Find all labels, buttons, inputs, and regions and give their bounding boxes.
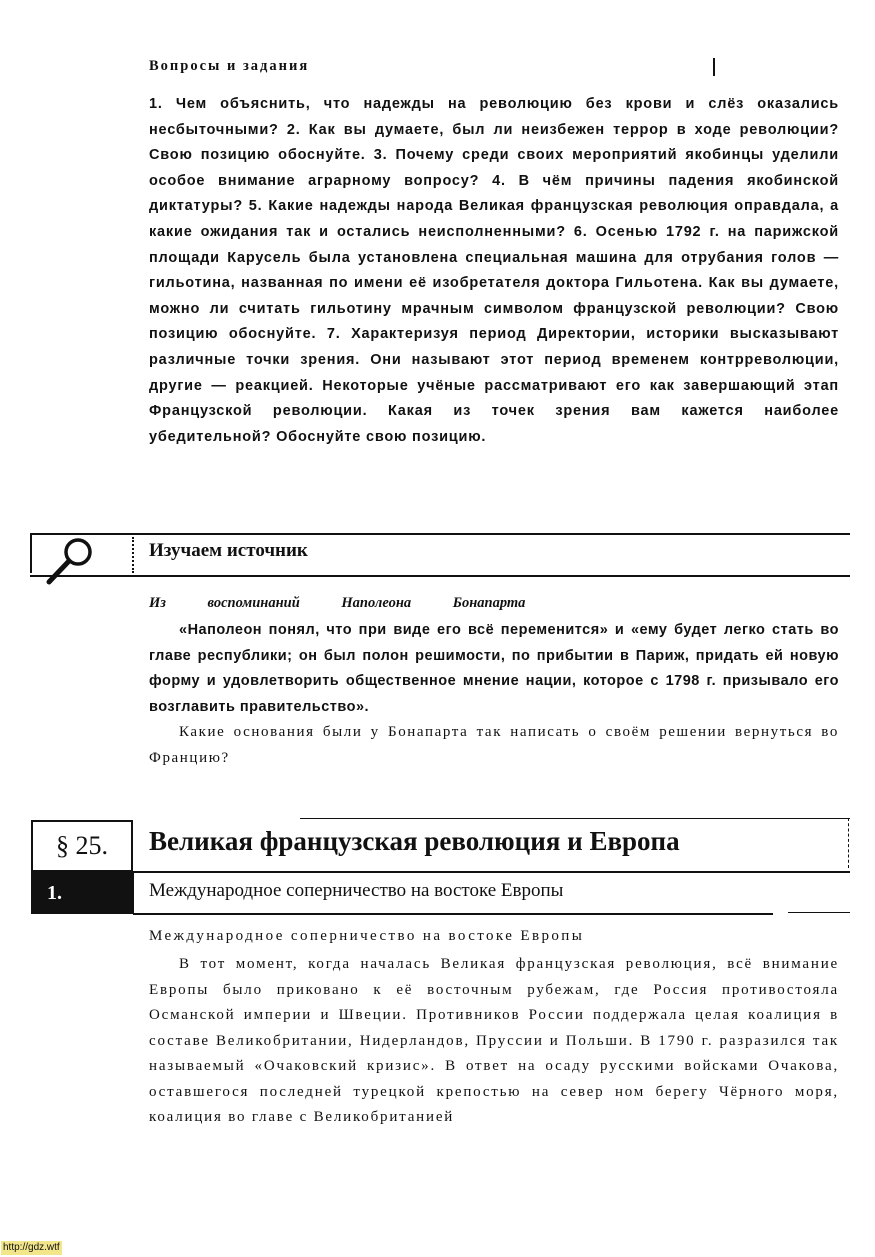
- source-question: Какие основания были у Бонапарта так написать о своём решении вернуться во Францию?: [149, 724, 839, 766]
- chapter-right-rule: [848, 818, 849, 868]
- margin-mark: [713, 58, 715, 76]
- chapter-number: § 25.: [31, 820, 133, 872]
- source-divider: [132, 537, 134, 573]
- chapter-title: Великая французская революция и Европа: [149, 826, 680, 856]
- section-title: Международное соперничество на востоке Европы: [149, 880, 564, 901]
- section-divider: [133, 872, 134, 914]
- section-bottom-rule: [133, 913, 773, 915]
- section-number: 1.: [31, 872, 133, 914]
- chapter-mid-rule: [133, 871, 850, 873]
- questions-heading: Вопросы и задания: [149, 58, 310, 74]
- source-quote: «Наполеон понял, что при виде его всё переменится» и «ему будет легко стать во главе республики; он был полон решимости, по прибытии в Париж, придать ей новую форму и удовлетворить общественное мнение нации, которое с 1798 г. призывало его возглавить правительство».: [149, 622, 839, 715]
- questions-text: 1. Чем объяснить, что надежды на революцию без крови и слёз оказались несбыточными? 2. Как вы думаете, был ли неизбежен террор в ходе революции? Свою позицию обоснуйте. 3. Почему среди своих мероприятий якобинцы уделили особое внимание аграрному вопросу? 4. В чём причины падения якобинской диктатуры? 5. Какие надежды народа Великая французская революция оправдала, а какие ожидания так и остались неисполненными? 6. Осенью 1792 г. на парижской площади Карусель была установлена специальная машина для отрубания голов — гильотина, названная по имени её изобретателя доктора Гильотена. Как вы думаете, можно ли считать гильотину мрачным символом французской революции? Свою позицию обоснуйте. 7. Характеризуя период Директории, историки высказывают различные точки зрения. Они называют этот период временем контрреволюции, другие — реакцией. Некоторые учёные рассматривают его как завершающий этап Французской революции. Какая из точек зрения вам кажется наиболее убедительной? Обоснуйте свою позицию.: [149, 96, 839, 445]
- footer-link[interactable]: http://gdz.wtf: [3, 1242, 60, 1253]
- source-attribution: Из воспоминаний Наполеона Бонапарта: [149, 595, 526, 611]
- magnifier-icon: [44, 536, 100, 593]
- body-subheading: Международное соперничество на востоке Европы: [149, 928, 585, 944]
- chapter-top-rule: [300, 818, 850, 819]
- body-paragraph: В тот момент, когда началась Великая французская революция, всё внимание Европы было приковано к её восточным рубежам, где Россия противостояла Османской империи и Швеции. Противников России поддержала целая коалиция в составе Великобритании, Нидерландов, Пруссии и Польши. В 1790 г. разразился так называемый «Очаковский кризис». В ответ на осаду русскими войсками Очакова, оставшегося последней турецкой крепостью на север ном берегу Чёрного моря, коалиция во главе с Великобританией: [149, 956, 839, 1125]
- source-title: Изучаем источник: [149, 540, 308, 561]
- section-dash-rule: [788, 912, 850, 913]
